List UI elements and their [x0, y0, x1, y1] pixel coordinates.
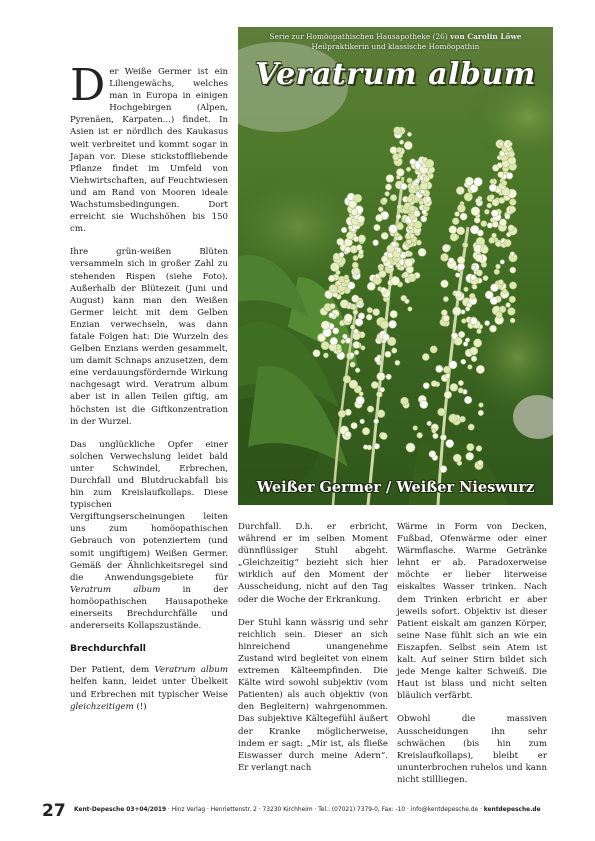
flower-blossom [349, 353, 354, 358]
flower-blossom [458, 331, 465, 338]
flower-blossom [430, 346, 437, 353]
flower-blossom [352, 295, 360, 303]
paragraph-warmth: Wärme in Form von Decken, Fußbad, Ofenwärme oder einer Wärmflasche. Warme Getränke lehnt er ab. Paradoxerweise möchte er lieber literweise eiskaltes Wasser trinken. Nach dem Trinken erbricht er aber jeweils sofort. Objektiv ist dieser Patient eiskalt am ganzen Körper, seine Nase fühlt sich an wie ein Eiszapfen. Selbst sein Atem ist kalt. Auf seiner Stirn bildet sich jede Menge kalter Schweiß. Die Haut ist blass und nicht selten bläulich verfärbt. [397, 522, 547, 702]
flower-blossom [422, 353, 429, 360]
flower-blossom [406, 167, 411, 172]
flower-blossom [460, 213, 467, 220]
flower-blossom [362, 427, 370, 435]
flower-blossom [468, 365, 473, 370]
flower-blossom [366, 314, 372, 320]
flower-blossom [452, 307, 461, 316]
flower-blossom [474, 177, 483, 186]
flower-blossom [386, 175, 394, 183]
flower-blossom [405, 259, 413, 267]
flower-blossom [363, 445, 368, 450]
flower-blossom [407, 178, 412, 183]
flower-blossom [377, 372, 385, 380]
flower-blossom [458, 380, 463, 385]
flower-blossom [345, 431, 352, 438]
flower-blossom [344, 314, 352, 322]
flower-blossom [354, 194, 362, 202]
flower-blossom [481, 246, 489, 254]
italic-run: Veratrum album [70, 584, 161, 595]
flower-blossom [401, 397, 409, 405]
footer-info [74, 807, 541, 813]
flower-blossom [489, 325, 496, 332]
flower-blossom [470, 317, 477, 324]
text-run: (!) [133, 701, 147, 712]
article-column-left [70, 60, 228, 724]
flower-blossom [343, 375, 351, 383]
italic-run: gleichzeitigem [70, 701, 134, 712]
flower-blossom [476, 446, 482, 452]
text-run: Der Patient, dem [70, 665, 155, 676]
flower-blossom [396, 168, 404, 176]
flower-blossom [329, 313, 335, 319]
flower-blossom [330, 303, 336, 309]
flower-blossom [389, 320, 397, 328]
flower-blossom [499, 219, 506, 226]
flower-blossom [386, 374, 392, 380]
footer-website-link[interactable]: kentdepesche.de [483, 807, 541, 813]
flower-blossom [490, 179, 495, 184]
flower-blossom [355, 318, 363, 326]
flower-blossom [443, 296, 448, 301]
flower-blossom [395, 360, 400, 365]
flower-blossom [465, 338, 470, 343]
flower-blossom [342, 334, 347, 339]
flower-blossom [398, 236, 403, 241]
flower-blossom [509, 199, 516, 206]
flower-blossom [455, 273, 460, 278]
flower-blossom [354, 350, 359, 355]
flower-blossom [509, 296, 516, 303]
flower-blossom [449, 414, 458, 423]
series-line-1 [238, 32, 553, 41]
flower-blossom [337, 238, 344, 245]
flower-blossom [350, 362, 356, 368]
flower-blossom [477, 329, 482, 334]
flower-blossom [441, 280, 449, 288]
flower-blossom [508, 151, 515, 158]
flower-blossom [448, 258, 454, 264]
flower-blossom [406, 443, 415, 452]
flower-blossom [371, 381, 378, 388]
flower-blossom [380, 320, 389, 329]
flower-blossom [382, 198, 387, 203]
italic-run: Veratrum album [154, 665, 228, 676]
flower-blossom [432, 428, 437, 433]
flower-blossom [339, 252, 344, 257]
flower-blossom [346, 232, 354, 240]
flower-blossom [508, 308, 516, 316]
flower-blossom [443, 315, 450, 322]
flower-blossom [352, 262, 358, 268]
flower-blossom [496, 264, 501, 269]
photo-title: Veratrum album [255, 57, 536, 92]
drop-cap: D [70, 60, 106, 111]
paragraph-intro [70, 60, 228, 235]
flower-blossom [422, 209, 427, 214]
flower-blossom [461, 359, 466, 364]
flower-blossom [353, 329, 358, 334]
flower-blossom [446, 440, 454, 448]
flower-blossom [425, 159, 434, 168]
flower-blossom [361, 346, 366, 351]
footer-publisher: · Hinz Verlag · Henriettenstr. 2 · 73230 Kirchheim · Tel.: (07021) 7379-0, Fax: -10 · info@kentdepesche.de · [166, 807, 484, 813]
flower-blossom [391, 348, 397, 354]
flower-blossom [413, 426, 418, 431]
flower-blossom [478, 460, 483, 465]
flower-blossom [401, 183, 408, 190]
flower-blossom [509, 282, 516, 289]
flower-blossom [374, 419, 379, 424]
flower-blossom [367, 307, 373, 313]
flower-blossom [464, 193, 473, 202]
flower-blossom [458, 388, 463, 393]
flower-blossom [494, 269, 500, 275]
flower-blossom [455, 291, 462, 298]
flower-blossom [444, 391, 452, 399]
flower-blossom [499, 306, 506, 313]
flower-blossom [479, 403, 484, 408]
veratrum-plant-illustration [238, 27, 553, 505]
flower-blossom [508, 225, 514, 231]
flower-blossom [350, 304, 356, 310]
flower-blossom [467, 443, 475, 451]
flower-blossom [489, 184, 497, 192]
flower-blossom [500, 260, 505, 265]
flower-blossom [470, 275, 476, 281]
flower-blossom [418, 248, 426, 256]
plant-photo [238, 27, 553, 505]
flower-blossom [397, 204, 402, 209]
flower-blossom [385, 351, 391, 357]
flower-blossom [449, 226, 457, 234]
flower-blossom [353, 268, 360, 275]
flower-blossom [380, 387, 385, 392]
flower-blossom [470, 347, 478, 355]
flower-blossom [374, 443, 380, 449]
flower-blossom [353, 236, 359, 242]
flower-blossom [414, 211, 420, 217]
flower-blossom [475, 254, 483, 262]
text-run: in der homöopathischen Hausapotheke einerseits Brechdurchfälle und andererseits Kollapszustände. [70, 584, 228, 632]
flower-blossom [505, 214, 510, 219]
flower-blossom [453, 454, 461, 462]
flower-blossom [340, 300, 349, 309]
flower-blossom [462, 242, 468, 248]
flower-blossom [452, 218, 459, 225]
paragraph-patient [70, 664, 228, 712]
flower-blossom [407, 196, 413, 202]
flower-blossom [399, 140, 403, 144]
flower-blossom [438, 408, 446, 416]
flower-blossom [476, 270, 482, 276]
footer-publication: Kent-Depesche 03+04/2019 [74, 807, 167, 813]
series-line-2: Heilpraktikerin und klassische Homöopathin [311, 42, 480, 51]
flower-blossom [380, 287, 386, 293]
flower-blossom [456, 187, 464, 195]
flower-blossom [377, 410, 385, 418]
flower-blossom [313, 350, 320, 357]
flower-blossom [504, 239, 511, 246]
flower-blossom [440, 466, 447, 473]
flower-blossom [440, 434, 446, 440]
flower-blossom [510, 252, 514, 256]
flower-blossom [471, 207, 480, 216]
flower-blossom [353, 341, 360, 348]
flower-blossom [381, 232, 388, 239]
paragraph-poisoning [70, 439, 228, 633]
flower-blossom [385, 184, 391, 190]
flower-blossom [359, 392, 363, 396]
flower-blossom [382, 334, 389, 341]
flower-blossom [396, 214, 401, 219]
text-run: helfen kann, leidet unter Übelkeit und Erbrechen mit typischer Weise [70, 677, 228, 700]
flower-blossom [323, 353, 328, 358]
flower-blossom [417, 432, 423, 438]
flower-blossom [380, 433, 387, 440]
flower-blossom [360, 419, 365, 424]
flower-blossom [461, 319, 466, 324]
flower-blossom [356, 245, 362, 251]
flower-blossom [391, 276, 400, 285]
flower-blossom [353, 255, 358, 260]
flower-blossom [427, 421, 432, 426]
flower-blossom [321, 341, 329, 349]
flower-blossom [357, 216, 364, 223]
flower-blossom [376, 391, 382, 397]
flower-blossom [409, 233, 414, 238]
flower-blossom [397, 223, 404, 230]
flower-blossom [457, 227, 465, 235]
flower-blossom [465, 177, 474, 186]
flower-blossom [509, 206, 516, 213]
flower-blossom [508, 142, 513, 147]
flower-blossom [492, 233, 497, 238]
flower-blossom [490, 284, 498, 292]
flower-blossom [476, 365, 484, 373]
paragraph-intro-text: er Weiße Germer ist ein Liliengewächs, welches man in Europa in einigen Hochgebirgen (Alpen, Pyrenäen, Karpaten...) findet. In Asien ist er nördlich des Kaukasus weit verbreitet und kommt sogar in Japan vor. Diese stickstoffliebende Pflanze findet im Umfeld von Viehwirtschaften, auf Feuchtwiesen und am Rand von Mooren ideale Wachstumsbedingungen. Dort erreicht sie Wuchshöhen bis 150 cm. [70, 67, 228, 235]
flower-blossom [373, 309, 380, 316]
flower-blossom [396, 147, 402, 153]
flower-blossom [355, 368, 360, 373]
flower-blossom [407, 251, 412, 256]
flower-blossom [487, 223, 493, 229]
flower-blossom [385, 191, 390, 196]
flower-blossom [407, 239, 412, 244]
flower-blossom [441, 253, 449, 261]
flower-blossom [407, 132, 411, 136]
flower-blossom [469, 293, 475, 299]
flower-blossom [468, 424, 474, 430]
flower-blossom [381, 256, 388, 263]
flower-blossom [498, 172, 504, 178]
flower-blossom [373, 240, 379, 246]
flower-blossom [408, 307, 413, 312]
flower-blossom [485, 321, 490, 326]
flower-blossom [330, 337, 338, 345]
flower-blossom [449, 361, 457, 369]
flower-blossom [489, 195, 494, 200]
paragraph-blossoms: Ihre grün-weißen Blüten versammeln sich in großer Zahl zu stehenden Rispen (siehe Foto). Außerhalb der Blütezeit (Juni und August) kann man den Weißen Germer leicht mit dem Gelben Enzian verwechseln, was dann fatale Folgen hat: Die Wurzeln des Gelben Enzians werden gesammelt, um damit Schnaps anzusetzen, dem eine verdauungsfördernde Wirkung nachgesagt wird. Veratrum album aber ist in allen Teilen giftig, am höchsten ist die Giftkonzentration in der Wurzel. [70, 247, 228, 427]
flower-blossom [404, 141, 412, 149]
photo-caption: Weißer Germer / Weißer Nieswurz [256, 479, 535, 496]
flower-blossom [459, 416, 465, 422]
flower-blossom [390, 194, 397, 201]
flower-blossom [341, 227, 347, 233]
flower-blossom [510, 318, 515, 323]
series-author: von Carolin Löwe [450, 32, 522, 41]
flower-blossom [499, 142, 504, 147]
flower-blossom [321, 321, 330, 330]
flower-blossom [375, 357, 381, 363]
flower-blossom [502, 289, 507, 294]
flower-blossom [351, 209, 358, 216]
flower-blossom [390, 310, 398, 318]
flower-blossom [405, 299, 410, 304]
flower-blossom [333, 328, 339, 334]
flower-blossom [506, 172, 513, 179]
flower-blossom [394, 127, 402, 135]
paragraph-stool: Der Stuhl kann wässrig und sehr reichlich sein. Dieser an sich hinreichend unangenehme Zustand wird begleitet von einem extremen Kälteempfinden. Die Kälte wird sowohl subjektiv (vom Patienten) als auch objektiv (von den Begleitern) wahrgenommen. Das subjektive Kältegefühl äußert der Kranke möglicherweise, indem er sagt: „Mir ist, als fließe Eiswasser durch meine Adern“. Er verlangt nach [238, 617, 388, 773]
flower-blossom [374, 224, 381, 231]
flower-blossom [338, 410, 346, 418]
flower-blossom [481, 221, 487, 227]
article-column-right [397, 521, 547, 797]
flower-blossom [420, 400, 428, 408]
flower-blossom [457, 256, 465, 264]
flower-blossom [510, 267, 516, 273]
flower-blossom [491, 210, 498, 217]
flower-blossom [451, 333, 458, 340]
flower-blossom [450, 383, 458, 391]
flower-blossom [378, 207, 383, 212]
flower-blossom [433, 433, 439, 439]
flower-blossom [376, 214, 383, 221]
flower-blossom [476, 198, 481, 203]
flower-blossom [409, 205, 415, 211]
article-column-middle [238, 521, 388, 785]
flower-blossom [351, 422, 358, 429]
flower-blossom [431, 381, 437, 387]
flower-blossom [472, 284, 477, 289]
flower-blossom [450, 233, 458, 241]
flower-blossom [466, 452, 474, 460]
flower-blossom [429, 451, 436, 458]
flower-blossom [484, 209, 489, 214]
flower-blossom [502, 181, 507, 186]
flower-blossom [498, 280, 503, 285]
flower-blossom [485, 291, 493, 299]
flower-blossom [391, 241, 397, 247]
page-number: 27 [42, 801, 66, 821]
flower-blossom [471, 356, 477, 362]
text-run: Das unglückliche Opfer einer solchen Verwechslung leidet bald unter Schwindel, Erbrechen, Durchfall und Blutdruckabfall bis hin zum Kreislaufkollaps. Diese typischen Vergiftungserscheinungen leiten uns zum homöopathischen Gebrauch von potenziertem (und somit ungiftigem) Weißen Germer. Gemäß der Ähnlichkeitsregel sind die Anwendungsgebiete für [70, 439, 228, 583]
flower-blossom [477, 230, 483, 236]
flower-blossom [442, 244, 450, 252]
flower-blossom [367, 406, 374, 413]
flower-blossom [423, 383, 429, 389]
flower-blossom [473, 339, 481, 347]
flower-blossom [445, 374, 450, 379]
subheading-brechdurchfall: Brechdurchfall [70, 643, 146, 655]
flower-blossom [353, 310, 358, 315]
paragraph-restless: Obwohl die massiven Ausscheidungen ihn sehr schwächen (bis hin zum Kreislaufkollaps), bleibt er ununterbrochen ruhelos und kann nicht stillliegen. [397, 714, 547, 785]
flower-blossom [455, 212, 460, 217]
flower-blossom [350, 325, 355, 330]
flower-blossom [471, 265, 476, 270]
flower-blossom [464, 396, 472, 404]
flower-blossom [436, 365, 443, 372]
flower-blossom [341, 339, 345, 343]
paragraph-diarrhea: Durchfall. D.h. er erbricht, während er im selben Moment dünnflüssiger Stuhl abgeht. „Gleichzeitig“ bezieht sich hier wirklich auf den Moment der Ausscheidung, nicht auf den Tag oder die Woche der Erkrankung. [238, 522, 388, 605]
page-footer [40, 801, 555, 821]
series-text: Serie zur Homöopathischen Hausapotheke (26) [269, 32, 451, 41]
flower-blossom [506, 303, 511, 308]
flower-blossom [464, 287, 469, 292]
flower-blossom [457, 204, 465, 212]
flower-blossom [483, 275, 488, 280]
flower-blossom [328, 275, 335, 282]
flower-blossom [487, 203, 492, 208]
flower-blossom [478, 410, 484, 416]
flower-blossom [356, 396, 365, 405]
flower-blossom [344, 275, 349, 280]
flower-blossom [345, 247, 351, 253]
